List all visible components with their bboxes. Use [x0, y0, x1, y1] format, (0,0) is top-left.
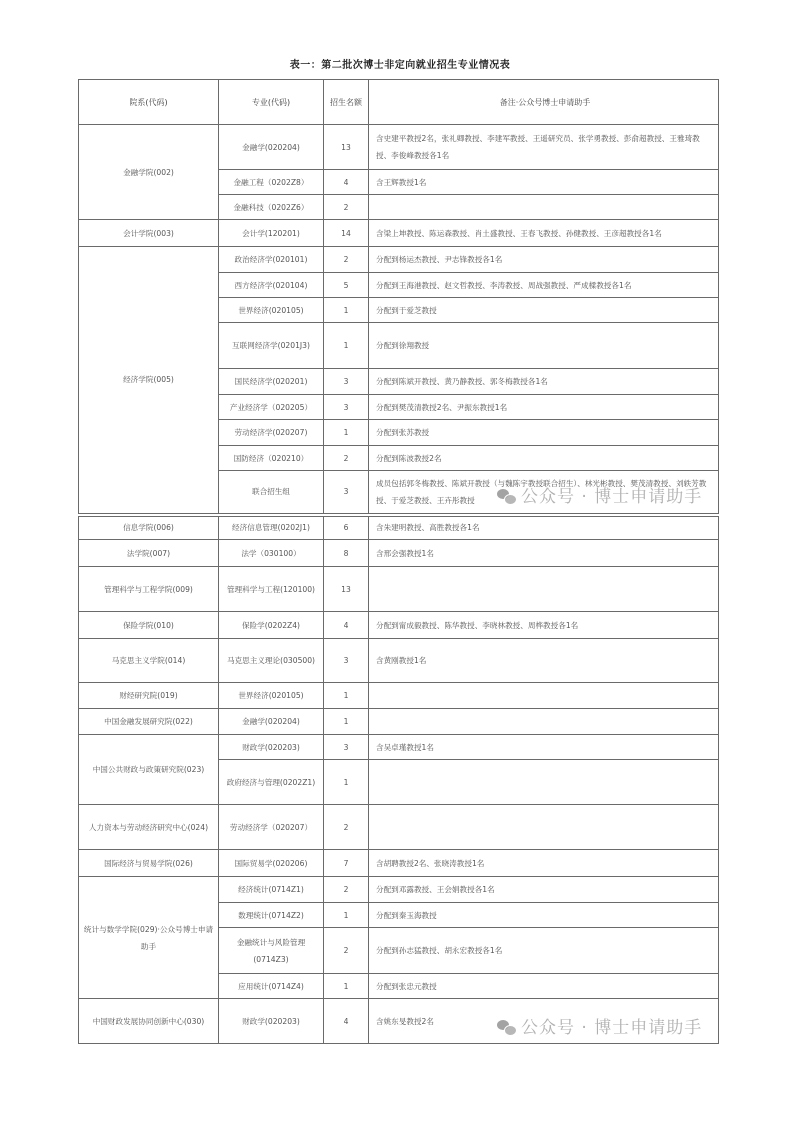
table-body — [79, 125, 719, 1044]
department-cell: 法学院(007) — [79, 540, 219, 567]
department-cell: 财经研究院(019) — [79, 683, 219, 709]
department-cell: 信息学院(006) — [79, 515, 219, 540]
table-row — [79, 683, 719, 709]
table-title: 表一：第二批次博士非定向就业招生专业情况表 — [289, 60, 511, 71]
remarks-cell: 分配到陈斌开教授、黄乃静教授、郭冬梅教授各1名 — [369, 369, 719, 395]
major-cell: 马克思主义理论(030500) — [219, 639, 324, 683]
quota-cell: 8 — [324, 540, 369, 567]
remarks-cell: 含姚东旻教授2名 — [369, 999, 719, 1044]
department-cell: 中国财政发展协同创新中心(030) — [79, 999, 219, 1044]
remarks-cell — [369, 683, 719, 709]
remarks-cell — [369, 805, 719, 850]
major-cell: 金融学(020204) — [219, 125, 324, 170]
remarks-cell: 分配到樊茂清教授2名、尹振东教授1名 — [369, 395, 719, 420]
major-cell: 国防经济（020210） — [219, 446, 324, 471]
remarks-cell: 含胡聘教授2名、张晓涛教授1名 — [369, 850, 719, 877]
quota-cell: 1 — [324, 709, 369, 735]
quota-cell: 2 — [324, 877, 369, 903]
remarks-cell: 成员包括郭冬梅教授、陈斌开教授（与魏陈宇教授联合招生）、林光彬教授、樊茂清教授、刘轶芳教授、于爱芝教授、王卉彤教授 — [369, 471, 719, 515]
quota-cell: 4 — [324, 612, 369, 639]
major-cell: 互联网经济学(0201J3) — [219, 323, 324, 369]
quota-cell: 4 — [324, 170, 369, 195]
major-cell: 联合招生组 — [219, 471, 324, 515]
watermark: 公众号 · 博士申请助手 — [497, 482, 702, 507]
quota-cell: 14 — [324, 220, 369, 247]
remarks-cell: 分配到秦玉海教授 — [369, 903, 719, 928]
remarks-cell: 分配到张忠元教授 — [369, 974, 719, 999]
header-department: 院系(代码) — [79, 80, 219, 125]
remarks-cell: 分配到孙志猛教授、胡永宏教授各1名 — [369, 928, 719, 974]
major-cell: 政府经济与管理(0202Z1) — [219, 760, 324, 805]
department-cell: 马克思主义学院(014) — [79, 639, 219, 683]
major-cell: 金融科技（0202Z6） — [219, 195, 324, 220]
major-cell: 劳动经济学(020207) — [219, 420, 324, 446]
quota-cell: 4 — [324, 999, 369, 1044]
remarks-cell: 分配到张苏教授 — [369, 420, 719, 446]
major-cell: 财政学(020203) — [219, 735, 324, 760]
table-row — [79, 877, 719, 903]
major-cell: 经济统计(0714Z1) — [219, 877, 324, 903]
header-quota: 招生名额 — [324, 80, 369, 125]
wechat-icon — [497, 489, 515, 504]
department-cell: 会计学院(003) — [79, 220, 219, 247]
quota-cell: 3 — [324, 735, 369, 760]
quota-cell: 1 — [324, 760, 369, 805]
quota-cell: 7 — [324, 850, 369, 877]
table-row — [79, 567, 719, 612]
major-cell: 应用统计(0714Z4) — [219, 974, 324, 999]
major-cell: 保险学(0202Z4) — [219, 612, 324, 639]
remarks-cell: 含史建平教授2名，张礼卿教授、李建军教授、王遥研究员、张学勇教授、彭俞超教授、王雅琦教授、李俊峰教授各1名 — [369, 125, 719, 170]
quota-cell: 2 — [324, 805, 369, 850]
department-cell: 保险学院(010) — [79, 612, 219, 639]
major-cell: 数理统计(0714Z2) — [219, 903, 324, 928]
table-row — [79, 515, 719, 540]
major-cell: 财政学(020203) — [219, 999, 324, 1044]
major-cell: 会计学(120201) — [219, 220, 324, 247]
quota-cell: 2 — [324, 446, 369, 471]
major-cell: 管理科学与工程(120100) — [219, 567, 324, 612]
remarks-cell: 分配到邓露教授、王会娟教授各1名 — [369, 877, 719, 903]
remarks-cell: 分配到陈波教授2名 — [369, 446, 719, 471]
remarks-cell: 分配到徐翔教授 — [369, 323, 719, 369]
quota-cell: 5 — [324, 273, 369, 298]
table-row — [79, 540, 719, 567]
department-cell: 人力资本与劳动经济研究中心(024) — [79, 805, 219, 850]
remarks-cell: 含梁上坤教授、陈运森教授、肖土盛教授、王春飞教授、孙健教授、王彦超教授各1名 — [369, 220, 719, 247]
header-major: 专业(代码) — [219, 80, 324, 125]
table-row — [79, 639, 719, 683]
quota-cell: 1 — [324, 298, 369, 323]
quota-cell: 2 — [324, 247, 369, 273]
remarks-cell — [369, 709, 719, 735]
major-cell: 金融工程（0202Z8） — [219, 170, 324, 195]
table-row — [79, 125, 719, 170]
major-cell: 经济信息管理(0202J1) — [219, 515, 324, 540]
major-cell: 劳动经济学（020207） — [219, 805, 324, 850]
table-row — [79, 247, 719, 273]
table-row — [79, 850, 719, 877]
quota-cell: 3 — [324, 471, 369, 515]
quota-cell: 1 — [324, 974, 369, 999]
quota-cell: 13 — [324, 567, 369, 612]
major-cell: 产业经济学（020205） — [219, 395, 324, 420]
major-cell: 金融统计与风险管理(0714Z3) — [219, 928, 324, 974]
remarks-cell — [369, 195, 719, 220]
remarks-cell: 含王辉教授1名 — [369, 170, 719, 195]
quota-cell: 3 — [324, 395, 369, 420]
remarks-cell: 分配到杨运杰教授、尹志锋教授各1名 — [369, 247, 719, 273]
major-cell: 政治经济学(020101) — [219, 247, 324, 273]
table-row — [79, 612, 719, 639]
table-row — [79, 220, 719, 247]
remarks-cell: 含吴卓瑾教授1名 — [369, 735, 719, 760]
remarks-cell: 含邢会强教授1名 — [369, 540, 719, 567]
major-cell: 国民经济学(020201) — [219, 369, 324, 395]
table-row — [79, 709, 719, 735]
quota-cell: 13 — [324, 125, 369, 170]
quota-cell: 6 — [324, 515, 369, 540]
department-cell: 金融学院(002) — [79, 125, 219, 220]
department-cell: 中国金融发展研究院(022) — [79, 709, 219, 735]
table-row — [79, 735, 719, 760]
quota-cell: 1 — [324, 903, 369, 928]
quota-cell: 2 — [324, 195, 369, 220]
department-cell: 中国公共财政与政策研究院(023) — [79, 735, 219, 805]
remarks-cell: 分配到王海港教授、赵文哲教授、李涛教授、周战强教授、严成樑教授各1名 — [369, 273, 719, 298]
header-remarks: 备注·公众号博士申请助手 — [369, 80, 719, 125]
remarks-cell: 含黄刚教授1名 — [369, 639, 719, 683]
remarks-cell: 分配到于爱芝教授 — [369, 298, 719, 323]
remarks-cell: 含朱建明教授、高胜教授各1名 — [369, 515, 719, 540]
remarks-cell — [369, 760, 719, 805]
department-cell: 统计与数学学院(029)·公众号博士申请助手 — [79, 877, 219, 999]
major-cell: 金融学(020204) — [219, 709, 324, 735]
table-header-row — [79, 80, 719, 125]
enrollment-table — [78, 79, 719, 1044]
major-cell: 世界经济(020105) — [219, 298, 324, 323]
major-cell: 世界经济(020105) — [219, 683, 324, 709]
remarks-cell: 分配到甯成毅教授、陈华教授、李晓林教授、周桦教授各1名 — [369, 612, 719, 639]
major-cell: 法学（030100） — [219, 540, 324, 567]
department-cell: 国际经济与贸易学院(026) — [79, 850, 219, 877]
wechat-icon — [497, 1020, 515, 1035]
department-cell: 经济学院(005) — [79, 247, 219, 515]
table-row — [79, 805, 719, 850]
quota-cell: 3 — [324, 639, 369, 683]
watermark: 公众号 · 博士申请助手 — [497, 1013, 702, 1038]
quota-cell: 1 — [324, 323, 369, 369]
quota-cell: 3 — [324, 369, 369, 395]
quota-cell: 2 — [324, 928, 369, 974]
remarks-cell — [369, 567, 719, 612]
major-cell: 西方经济学(020104) — [219, 273, 324, 298]
department-cell: 管理科学与工程学院(009) — [79, 567, 219, 612]
quota-cell: 1 — [324, 683, 369, 709]
quota-cell: 1 — [324, 420, 369, 446]
major-cell: 国际贸易学(020206) — [219, 850, 324, 877]
